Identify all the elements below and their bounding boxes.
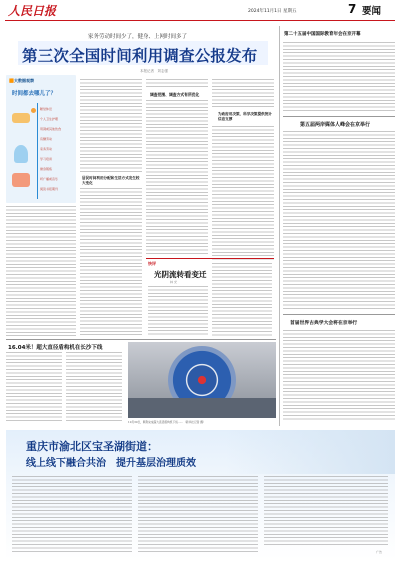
right-story3-title: 首届世界古典学大会将在京举行 xyxy=(290,321,358,326)
commentary-tag: 快评 xyxy=(148,261,156,266)
masthead-date: 2024年11月1日 星期五 xyxy=(248,9,297,14)
commentary-box xyxy=(146,258,274,338)
lead-body-col-3b xyxy=(212,126,274,261)
right-story2-title: 第五届两岸媒体人峰会在京举行 xyxy=(300,122,371,128)
right-divider-1 xyxy=(283,116,395,117)
lead-headline-text: 第三次全国时间利用调查公报发布 xyxy=(22,47,258,65)
lead-kicker: 家务劳动时间少了，健身、上网时间多了 xyxy=(88,34,188,40)
bottom-banner xyxy=(6,430,395,560)
photo-caption: 10月30日，顺利完成超大直径盾构机下线……（新华社记者 摄） xyxy=(128,420,206,424)
lead-body-col-2b xyxy=(146,100,208,255)
commentary-body-2 xyxy=(212,263,272,336)
infographic-item: 个人卫生护理 xyxy=(40,117,59,121)
banner-headline-1: 重庆市渝北区宝圣湖街道： xyxy=(26,440,158,453)
story-small-body-1 xyxy=(6,352,62,422)
commentary-author: 林 光 xyxy=(170,280,177,284)
masthead-rule xyxy=(5,20,395,21)
right-col-rule xyxy=(279,26,280,426)
clock-icon xyxy=(31,108,36,113)
infographic-item: 用餐或其他饮食 xyxy=(40,127,62,131)
banner-body-1 xyxy=(12,476,132,554)
infographic-item: 听广播或音乐 xyxy=(40,177,59,181)
story-small-title: 16.04米！超大直径盾构机在长沙下线 xyxy=(8,345,103,351)
infographic-item: 学习培训 xyxy=(40,157,53,161)
lead-subhead-2: 居民时间利用分配和生活方式发生较大变化 xyxy=(82,176,140,185)
masthead-logo: 人民日报 xyxy=(8,4,57,18)
banner-footer-tag: 广告 xyxy=(376,550,383,554)
right-divider-2 xyxy=(283,314,395,315)
right-story1-body xyxy=(283,42,395,112)
infographic-item: 健身锻炼 xyxy=(40,167,53,171)
masthead xyxy=(0,0,400,24)
lead-subhead-1: 调查范围、调查方式有所优化 xyxy=(150,92,200,97)
section-divider xyxy=(6,339,276,340)
banner-headline-2: 线上线下融合共治 提升基层治理质效 xyxy=(26,458,196,469)
infographic-item: 家务劳动 xyxy=(40,147,53,151)
commentary-title: 光阴流转看变迁 xyxy=(154,270,207,279)
commentary-body-1 xyxy=(148,286,208,336)
lead-body-col-1b xyxy=(80,188,142,336)
infographic-item: 阅读书报期刊 xyxy=(40,187,59,191)
person-exercise-icon xyxy=(14,145,28,163)
section-name: 要闻 xyxy=(362,6,382,17)
banner-body-2 xyxy=(138,476,258,554)
lead-subhead-3: 为政府用决策、科学决策提供统计信息支撑 xyxy=(218,112,272,121)
person-reading-icon xyxy=(12,173,30,187)
infographic-panel xyxy=(6,75,76,203)
story-small-body-2 xyxy=(66,352,122,422)
person-sleeping-icon xyxy=(12,113,30,123)
lead-body-col-2 xyxy=(146,79,208,89)
lead-body-col-4 xyxy=(6,206,76,336)
lead-body-col-3 xyxy=(212,79,274,109)
infographic-title: 🟧大数据观察 xyxy=(9,78,34,83)
timeline-axis xyxy=(37,103,38,199)
banner-skyline xyxy=(226,430,395,474)
infographic-item: 睡觉休息 xyxy=(40,107,53,111)
lead-byline: 本报记者 刘志强 xyxy=(140,69,168,73)
right-story3-body xyxy=(283,330,395,422)
infographic-question: 时间都去哪儿了？ xyxy=(12,91,57,97)
banner-body-3 xyxy=(264,476,388,546)
lead-body-col-1 xyxy=(80,79,142,174)
right-story1-title: 第二十五届中国国际教育年会在京开幕 xyxy=(284,32,361,37)
page-number: 7 xyxy=(348,2,357,16)
right-story2-body xyxy=(283,131,395,311)
infographic-item: 有酬劳动 xyxy=(40,137,53,141)
tunnel-boring-machine-photo xyxy=(128,342,276,418)
